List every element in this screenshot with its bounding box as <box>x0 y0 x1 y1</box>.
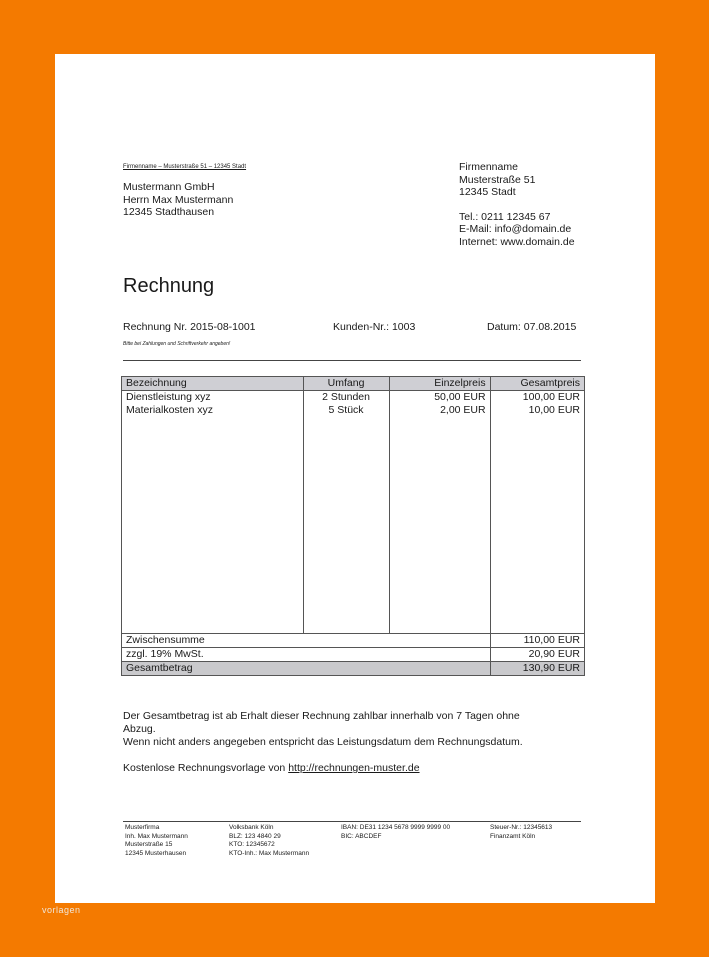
recipient-company: Mustermann GmbH <box>123 181 215 193</box>
footer-line: Inh. Max Mustermann <box>125 832 188 840</box>
payment-terms-line: Der Gesamtbetrag ist ab Erhalt dieser Rechnung zahlbar innerhalb von 7 Tagen ohne <box>123 710 520 722</box>
footer-tax <box>490 824 552 841</box>
recipient-city: 12345 Stadthausen <box>123 206 215 218</box>
cell-total-price: 10,00 EUR <box>490 404 584 417</box>
tax-label: zzgl. 19% MwSt. <box>122 648 390 662</box>
total-label: Gesamtbetrag <box>122 662 390 676</box>
header-description: Bezeichnung <box>122 377 304 391</box>
footer-company <box>125 824 188 858</box>
tax-row <box>122 648 585 662</box>
cell-description: Materialkosten xyz <box>122 404 304 417</box>
footer-iban <box>341 824 450 841</box>
cell-total-price: 100,00 EUR <box>490 391 584 405</box>
footer-line: KTO: 12345672 <box>229 841 275 849</box>
cell-unit-price: 2,00 EUR <box>389 404 490 417</box>
customer-number: Kunden-Nr.: 1003 <box>333 321 416 333</box>
recipient-person: Herrn Max Mustermann <box>123 193 234 206</box>
invoice-number: Rechnung Nr. 2015-08-1001 <box>123 321 256 333</box>
company-city: 12345 Stadt <box>459 186 516 198</box>
document-title: Rechnung <box>123 275 215 297</box>
template-credit <box>123 762 420 775</box>
invoice-page <box>55 54 655 903</box>
header-total-price: Gesamtpreis <box>490 377 584 391</box>
cell-description: Dienstleistung xyz <box>122 391 304 405</box>
table-header-row <box>122 377 585 391</box>
company-name: Firmenname <box>459 161 518 173</box>
footer-line: IBAN: DE31 1234 5678 9999 9999 00 <box>341 824 451 831</box>
footer-divider <box>123 821 581 822</box>
cell-quantity: 2 Stunden <box>303 391 389 405</box>
total-row <box>122 662 585 676</box>
company-phone: Tel.: 0211 12345 67 <box>459 210 551 223</box>
cell-quantity: 5 Stück <box>303 404 389 417</box>
template-link[interactable]: http://rechnungen-muster.de <box>288 762 420 774</box>
payment-terms <box>123 710 523 749</box>
company-email: E-Mail: info@domain.de <box>459 223 572 235</box>
footer-line: Steuer-Nr.: 12345613 <box>490 824 553 831</box>
subtotal-label: Zwischensumme <box>122 634 390 648</box>
service-date-note: Wenn nicht anders angegeben entspricht das Leistungsdatum dem Rechnungsdatum. <box>123 736 523 748</box>
company-street: Musterstraße 51 <box>459 173 536 186</box>
footer-line: Finanzamt Köln <box>490 832 536 840</box>
sender-return-line: Firmenname – Musterstraße 51 – 12345 Stadt <box>123 164 247 170</box>
footer-line: 12345 Musterhausen <box>125 849 187 857</box>
recipient-address <box>123 181 233 219</box>
divider <box>123 360 581 361</box>
table-row <box>122 404 585 417</box>
payment-terms-line: Abzug. <box>123 723 156 735</box>
table-filler <box>122 417 585 634</box>
subtotal-value: 110,00 EUR <box>490 634 584 648</box>
invoice-date: Datum: 07.08.2015 <box>487 321 577 333</box>
footer-line: BIC: ABCDEF <box>341 832 382 840</box>
items-table <box>121 376 585 676</box>
header-unit-price: Einzelpreis <box>389 377 490 391</box>
reference-note: Bitte bei Zahlungen und Schriftverkehr angeben! <box>123 341 231 347</box>
table-row <box>122 391 585 405</box>
cell-unit-price: 50,00 EUR <box>389 391 490 405</box>
watermark: vorlagen <box>42 905 81 915</box>
footer-line: Musterfirma <box>125 824 160 831</box>
company-info <box>459 161 575 248</box>
subtotal-row <box>122 634 585 648</box>
tax-value: 20,90 EUR <box>490 648 584 662</box>
total-value: 130,90 EUR <box>490 662 584 676</box>
footer-line: Volksbank Köln <box>229 824 274 831</box>
footer-line: KTO-Inh.: Max Mustermann <box>229 849 310 857</box>
footer-line: Musterstraße 15 <box>125 841 173 849</box>
footer-line: BLZ: 123 4840 29 <box>229 832 281 840</box>
company-web: Internet: www.domain.de <box>459 235 575 248</box>
template-credit-text: Kostenlose Rechnungsvorlage von <box>123 762 286 774</box>
footer-bank <box>229 824 309 858</box>
header-quantity: Umfang <box>303 377 389 391</box>
